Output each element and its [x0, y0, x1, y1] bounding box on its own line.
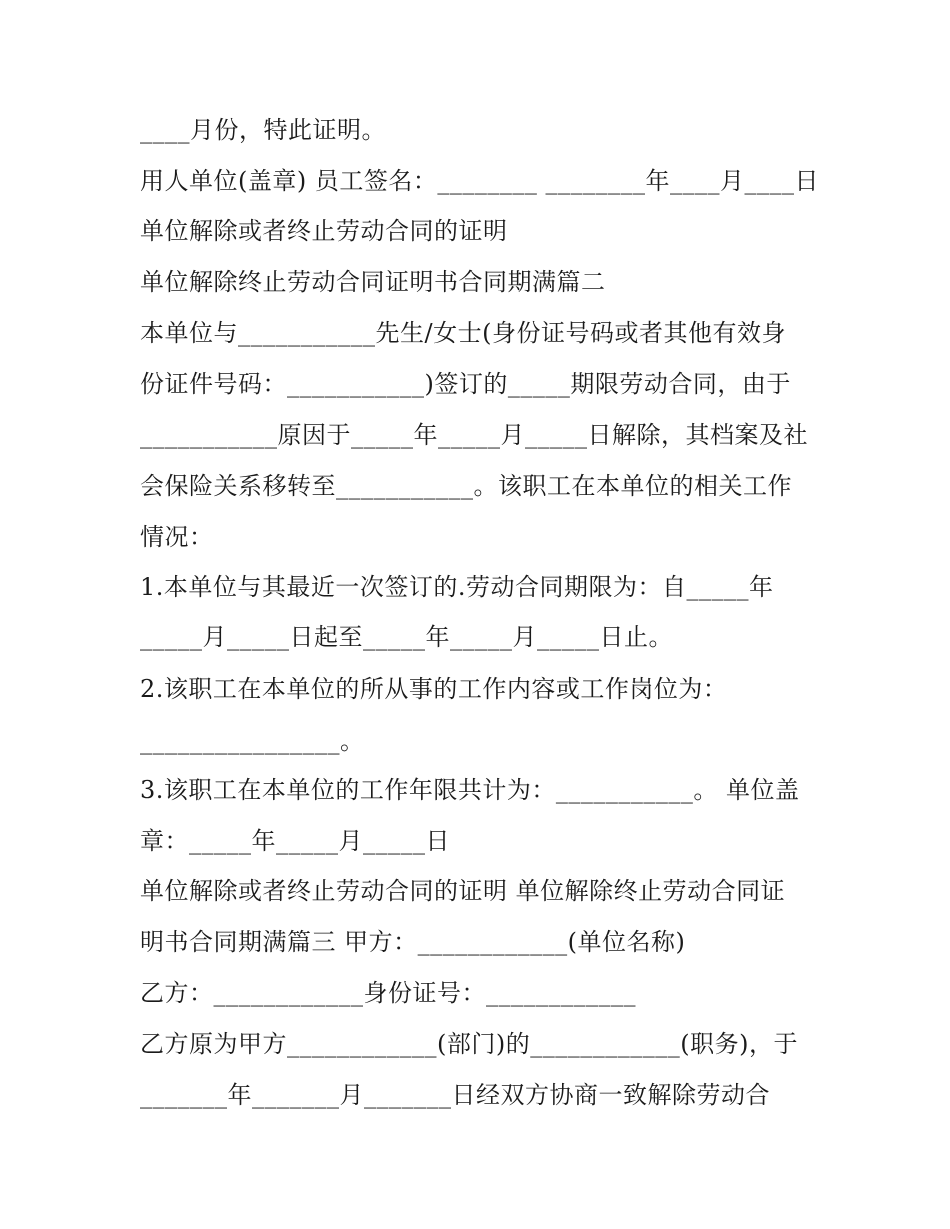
text-line: 章：_____年_____月_____日: [140, 827, 450, 855]
text-line: ___________原因于_____年_____月_____日解除，其档案及社: [140, 421, 808, 449]
text-line: 3.该职工在本单位的工作年限共计为：___________。 单位盖: [140, 776, 800, 804]
text-line: ____月份，特此证明。: [140, 116, 386, 144]
text-line: _______年_______月_______日经双方协商一致解除劳动合: [140, 1081, 770, 1109]
text-line: 会保险关系移转至___________。该职工在本单位的相关工作: [140, 472, 792, 500]
text-line: _____月_____日起至_____年_____月_____日止。: [140, 623, 673, 651]
text-line: 2.该职工在本单位的所从事的工作内容或工作岗位为：: [140, 675, 728, 703]
text-line: 1.本单位与其最近一次签订的.劳动合同期限为：自_____年: [140, 573, 774, 601]
text-line: 单位解除或者终止劳动合同的证明: [140, 217, 508, 245]
text-line: 明书合同期满篇三 甲方：____________(单位名称): [140, 928, 686, 956]
text-line: 本单位与___________先生/女士(身份证号码或者其他有效身: [140, 319, 786, 347]
text-line: 情况：: [140, 523, 214, 551]
text-line: 份证件号码：___________)签订的_____期限劳动合同，由于: [140, 370, 791, 398]
text-line: ________________。: [140, 727, 365, 755]
text-line: 乙方：____________身份证号：____________: [140, 979, 636, 1007]
text-line: 乙方原为甲方____________(部门)的____________(职务)，于: [140, 1030, 798, 1058]
text-line: 单位解除终止劳动合同证明书合同期满篇二: [140, 268, 606, 296]
text-line: 单位解除或者终止劳动合同的证明 单位解除终止劳动合同证: [140, 877, 786, 905]
text-line: 用人单位(盖章) 员工签名：________ ________年____月____日: [140, 167, 819, 195]
